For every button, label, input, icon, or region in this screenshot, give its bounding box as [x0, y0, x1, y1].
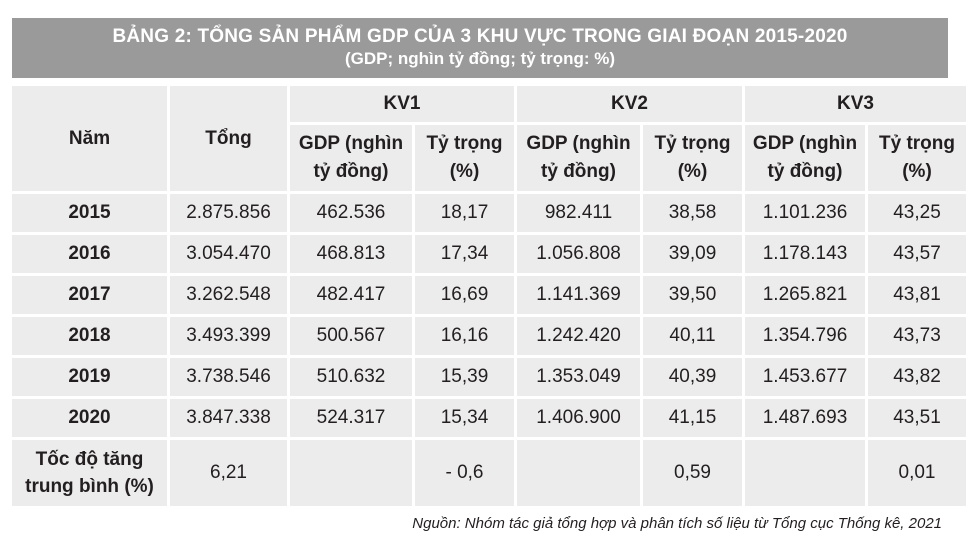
growth-kv1-share: - 0,6: [415, 440, 514, 506]
header-kv1-share: Tỷ trọng (%): [415, 125, 514, 191]
cell-kv3-gdp: 1.265.821: [745, 276, 865, 314]
gdp-table: [9, 83, 969, 509]
header-kv2: KV2: [517, 86, 742, 122]
cell-kv3-share: 43,81: [868, 276, 966, 314]
cell-kv3-share: 43,51: [868, 399, 966, 437]
header-kv3-share: Tỷ trọng (%): [868, 125, 966, 191]
header-kv3: KV3: [745, 86, 966, 122]
cell-kv2-gdp: 1.056.808: [517, 235, 640, 273]
cell-kv1-gdp: 468.813: [290, 235, 412, 273]
source-note: Nguồn: Nhóm tác giả tổng hợp và phân tích số liệu từ Tổng cục Thống kê, 2021: [412, 515, 942, 532]
growth-kv1-gdp: [290, 440, 412, 506]
cell-kv3-gdp: 1.101.236: [745, 194, 865, 232]
cell-kv2-share: 39,50: [643, 276, 742, 314]
cell-kv1-gdp: 524.317: [290, 399, 412, 437]
growth-kv3-share: 0,01: [868, 440, 966, 506]
cell-kv1-gdp: 482.417: [290, 276, 412, 314]
growth-total: 6,21: [170, 440, 287, 506]
header-kv2-gdp: GDP (nghìn tỷ đồng): [517, 125, 640, 191]
cell-kv1-gdp: 500.567: [290, 317, 412, 355]
cell-kv3-gdp: 1.487.693: [745, 399, 865, 437]
cell-kv2-gdp: 1.141.369: [517, 276, 640, 314]
cell-kv1-share: 16,16: [415, 317, 514, 355]
table-row: [12, 194, 966, 232]
header-kv3-gdp: GDP (nghìn tỷ đồng): [745, 125, 865, 191]
cell-kv2-gdp: 982.411: [517, 194, 640, 232]
cell-year: 2020: [12, 399, 167, 437]
cell-total: 3.262.548: [170, 276, 287, 314]
header-year: Năm: [12, 86, 167, 191]
cell-total: 3.847.338: [170, 399, 287, 437]
cell-year: 2017: [12, 276, 167, 314]
table-row: [12, 399, 966, 437]
table-subtitle: (GDP; nghìn tỷ đồng; tỷ trọng: %): [344, 49, 616, 68]
cell-kv1-share: 16,69: [415, 276, 514, 314]
cell-kv1-share: 17,34: [415, 235, 514, 273]
table-row: [12, 358, 966, 396]
growth-kv3-gdp: [745, 440, 865, 506]
cell-year: 2016: [12, 235, 167, 273]
cell-total: 2.875.856: [170, 194, 287, 232]
cell-kv1-share: 15,34: [415, 399, 514, 437]
cell-kv2-share: 40,11: [643, 317, 742, 355]
cell-total: 3.054.470: [170, 235, 287, 273]
cell-total: 3.738.546: [170, 358, 287, 396]
table-row: [12, 276, 966, 314]
cell-kv2-gdp: 1.406.900: [517, 399, 640, 437]
cell-kv2-share: 38,58: [643, 194, 742, 232]
cell-kv2-share: 39,09: [643, 235, 742, 273]
cell-kv2-share: 41,15: [643, 399, 742, 437]
cell-year: 2015: [12, 194, 167, 232]
header-total: Tổng: [170, 86, 287, 191]
cell-kv1-share: 15,39: [415, 358, 514, 396]
cell-kv3-gdp: 1.178.143: [745, 235, 865, 273]
growth-row: [12, 440, 966, 506]
cell-kv3-gdp: 1.354.796: [745, 317, 865, 355]
cell-kv2-gdp: 1.353.049: [517, 358, 640, 396]
growth-kv2-share: 0,59: [643, 440, 742, 506]
table-title-bar: [12, 18, 948, 78]
cell-year: 2018: [12, 317, 167, 355]
cell-total: 3.493.399: [170, 317, 287, 355]
cell-kv1-gdp: 462.536: [290, 194, 412, 232]
cell-year: 2019: [12, 358, 167, 396]
growth-kv2-gdp: [517, 440, 640, 506]
cell-kv3-share: 43,73: [868, 317, 966, 355]
header-kv1-gdp: GDP (nghìn tỷ đồng): [290, 125, 412, 191]
cell-kv3-share: 43,82: [868, 358, 966, 396]
header-kv1: KV1: [290, 86, 514, 122]
growth-label: Tốc độ tăng trung bình (%): [12, 440, 167, 506]
table-row: [12, 235, 966, 273]
table-row: [12, 317, 966, 355]
cell-kv1-share: 18,17: [415, 194, 514, 232]
cell-kv2-share: 40,39: [643, 358, 742, 396]
header-kv2-share: Tỷ trọng (%): [643, 125, 742, 191]
cell-kv1-gdp: 510.632: [290, 358, 412, 396]
cell-kv3-gdp: 1.453.677: [745, 358, 865, 396]
cell-kv3-share: 43,25: [868, 194, 966, 232]
cell-kv2-gdp: 1.242.420: [517, 317, 640, 355]
cell-kv3-share: 43,57: [868, 235, 966, 273]
table-title: BẢNG 2: TỔNG SẢN PHẨM GDP CỦA 3 KHU VỰC TRONG GIAI ĐOẠN 2015-2020: [112, 26, 848, 47]
